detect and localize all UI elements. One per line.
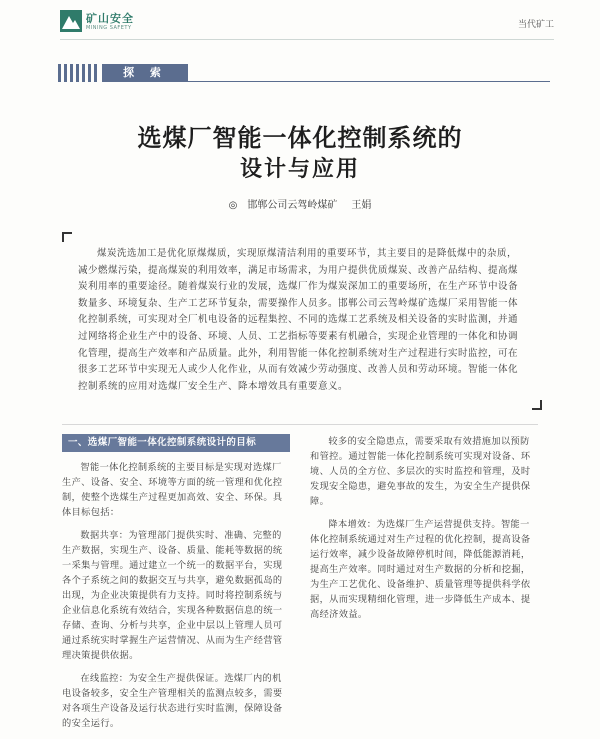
divider [62, 424, 538, 425]
logo-title: 矿山安全 [86, 12, 134, 25]
mountain-logo-icon [60, 10, 82, 32]
logo-subtitle: MINING SAFETY [86, 25, 132, 31]
right-column [310, 434, 538, 630]
abstract-bracket-close [532, 400, 542, 410]
left-column [62, 434, 290, 739]
paragraph: 在线监控：为安全生产提供保证。选煤厂内的机电设备较多，安全生产管理相关的监测点较多，需要对各项生产设备及运行状态进行实时监测，保障设备的安全运行。 [62, 673, 283, 729]
byline-mark: ◎ [228, 200, 238, 211]
abstract-bracket-open [62, 232, 72, 242]
article-title-line1: 选煤厂智能一体化控制系统的 [137, 123, 463, 152]
abstract-text: 煤炭洗选加工是优化原煤煤质，实现原煤清洁利用的重要环节，其主要目的是降低煤中的杂质，减少燃煤污染，提高煤炭的利用效率，满足市场需求，为用户提供优质煤炭、改善产品结构、提高煤炭利用率的重要途径。随着煤炭行业的发展，选煤厂作为煤炭深加工的重要场所，在生产环节中设备数量多、环境复杂、生产工艺环节复杂，需要操作人员多。邯郸公司云驾岭煤矿选煤厂采用智能一体化控制系统，可实现对全厂机电设备的远程集控、不同的选煤工艺系统及相关设备的实时监测，并通过网络将企业生产中的设备、环境、人员、工艺指标等要素有机融合，实现企业管理的一体化和协调化管理，提高生产效率和产品质量。此外，利用智能一体化控制系统对生产过程进行实时监控，可在很多工艺环节中实现无人或少人化作业，从而有效减少劳动强度、改善人员和劳动环境。智能一体化控制系统的应用对选煤厂安全生产、降本增效具有重要意义。 [78, 248, 519, 392]
header-rule [60, 39, 554, 40]
journal-name: 当代矿工 [517, 20, 554, 30]
paragraph: 降本增效：为选煤厂生产运营提供支持。智能一体化控制系统通过对生产过程的优化控制，提高设备运行效率，减少设备故障停机时间，降低能源消耗，提高生产效率。同时通过对生产数据的分析和挖掘，为生产工艺优化、设备维护、质量管理等提供科学依据，从而实现精细化管理，进一步降低生产成本、提高经济效益。 [310, 519, 531, 620]
paragraph: 智能一体化控制系统的主要目标是实现对选煤厂生产、设备、安全、环境等方面的统一管理和优化控制，使整个选煤生产过程更加高效、安全、环保。具体目标包括： [62, 462, 283, 518]
section-heading: 一、选煤厂智能一体化控制系统设计的目标 [62, 434, 290, 452]
paragraph: 较多的安全隐患点，需要采取有效措施加以预防和管控。通过智能一体化控制系统可实现对设备、环境、人员的全方位、多层次的实时监控和管理，及时发现安全隐患，避免事故的发生，为安全生产提供保障。 [310, 436, 531, 507]
article-title-line2: 设计与应用 [239, 156, 360, 182]
column-band [58, 62, 548, 84]
column-label: 探 索 [102, 64, 188, 82]
band-line [188, 81, 550, 82]
author-name: 王娟 [351, 200, 372, 211]
author-affiliation: 邯郸公司云驾岭煤矿 [247, 200, 338, 211]
page-header [0, 0, 600, 44]
band-stripes [58, 64, 98, 82]
paragraph: 数据共享：为管理部门提供实时、准确、完整的生产数据，实现生产、设备、质量、能耗等数据的统一采集与管理。通过建立一个统一的数据平台，实现各个子系统之间的数据交互与共享，避免数据孤岛的出现，为企业决策提供有力支持。同时将控制系统与企业信息化系统有效结合，实现各种数据信息的统一存储、查询、分析与共享，企业中层以上管理人员可通过系统实时掌握生产运营情况、从而为生产经营管理决策提供依据。 [62, 530, 283, 661]
byline [0, 196, 600, 211]
